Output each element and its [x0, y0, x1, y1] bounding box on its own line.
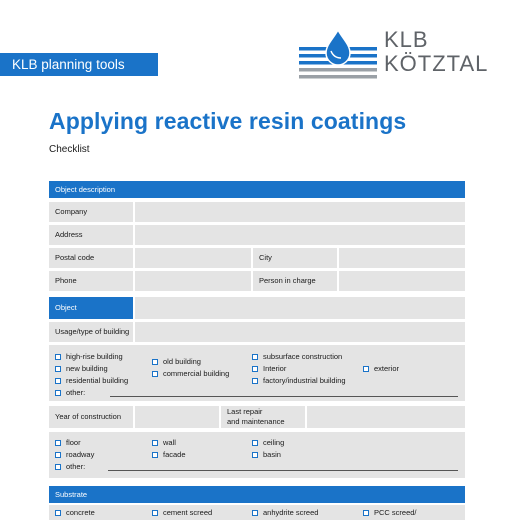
checkbox-icon — [55, 354, 61, 360]
substrate-heading: Substrate — [49, 486, 465, 503]
checkbox-other-area[interactable] — [55, 462, 85, 472]
phone-label: Phone — [49, 271, 133, 291]
checkbox-icon — [363, 510, 369, 516]
option-label: exterior — [374, 364, 400, 373]
checkbox-icon — [152, 452, 158, 458]
checkbox-icon — [152, 510, 158, 516]
option-label: residential building — [66, 376, 129, 385]
person-in-charge-field[interactable] — [339, 271, 465, 291]
checkbox-icon — [55, 452, 61, 458]
usage-field[interactable] — [135, 322, 465, 342]
building-type-options — [49, 345, 465, 401]
checkbox-icon — [252, 366, 258, 372]
option-label: other: — [66, 462, 86, 471]
area-options — [49, 432, 465, 478]
address-label: Address — [49, 225, 133, 245]
checkbox-icon — [152, 359, 158, 365]
page-title: Applying reactive resin coatings — [49, 108, 407, 134]
checkbox-residential[interactable] — [55, 376, 128, 386]
checkbox-wall[interactable] — [152, 438, 176, 448]
option-label: facade — [163, 450, 186, 459]
object-heading: Object — [49, 297, 133, 319]
option-label: basin — [263, 450, 281, 459]
checkbox-facade[interactable] — [152, 450, 186, 460]
checkbox-icon — [252, 510, 258, 516]
checkbox-roadway[interactable] — [55, 450, 94, 460]
company-label: Company — [49, 202, 133, 222]
postal-code-label: Postal code — [49, 248, 133, 268]
object-field[interactable] — [135, 297, 465, 319]
usage-label: Usage/type of building — [49, 322, 133, 342]
option-label: new building — [66, 364, 108, 373]
page-subtitle: Checklist — [49, 144, 90, 155]
option-label: anhydrite screed — [263, 508, 319, 517]
logo-text — [384, 28, 488, 76]
logo-line-2: KÖTZTAL — [384, 51, 489, 76]
checkbox-cement-screed[interactable] — [152, 508, 212, 518]
checkbox-icon — [152, 440, 158, 446]
checkbox-floor[interactable] — [55, 438, 81, 448]
checkbox-high-rise[interactable] — [55, 352, 123, 362]
checkbox-icon — [55, 390, 61, 396]
checkbox-icon — [252, 354, 258, 360]
substrate-options — [49, 505, 465, 520]
address-field[interactable] — [135, 225, 465, 245]
option-label: concrete — [66, 508, 95, 517]
checkbox-exterior[interactable] — [363, 364, 399, 374]
city-field[interactable] — [339, 248, 465, 268]
option-label: roadway — [66, 450, 95, 459]
company-field[interactable] — [135, 202, 465, 222]
checkbox-basin[interactable] — [252, 450, 281, 460]
option-label: wall — [163, 438, 176, 447]
checkbox-pcc-screed[interactable] — [363, 508, 417, 518]
checkbox-icon — [152, 371, 158, 377]
checkbox-factory[interactable] — [252, 376, 346, 386]
section-tag: KLB planning tools — [0, 53, 158, 76]
checkbox-icon — [55, 440, 61, 446]
year-of-construction-field[interactable] — [135, 406, 219, 428]
option-label: floor — [66, 438, 81, 447]
object-description-heading: Object description — [49, 181, 465, 198]
option-label: high-rise building — [66, 352, 123, 361]
last-repair-label — [221, 406, 305, 428]
option-label: cement screed — [163, 508, 213, 517]
option-label: Interior — [263, 364, 287, 373]
checkbox-icon — [55, 366, 61, 372]
checkbox-anhydrite-screed[interactable] — [252, 508, 318, 518]
option-label: subsurface construction — [263, 352, 343, 361]
checkbox-new-building[interactable] — [55, 364, 108, 374]
option-label: commercial building — [163, 369, 230, 378]
last-repair-line-1: Last repair — [227, 407, 263, 416]
checkbox-commercial[interactable] — [152, 369, 229, 379]
checkbox-old-building[interactable] — [152, 357, 201, 367]
option-label: ceiling — [263, 438, 285, 447]
checkbox-icon — [55, 464, 61, 470]
checkbox-icon — [55, 510, 61, 516]
option-label: factory/industrial building — [263, 376, 346, 385]
checkbox-concrete[interactable] — [55, 508, 95, 518]
checkbox-icon — [55, 378, 61, 384]
checkbox-icon — [252, 378, 258, 384]
logo-line-1: KLB — [384, 27, 429, 52]
checkbox-icon — [363, 366, 369, 372]
checkbox-interior[interactable] — [252, 364, 286, 374]
person-in-charge-label: Person in charge — [253, 271, 337, 291]
checkbox-icon — [252, 452, 258, 458]
checkbox-ceiling[interactable] — [252, 438, 284, 448]
option-label: PCC screed/ — [374, 508, 417, 517]
option-label: old building — [163, 357, 201, 366]
postal-code-field[interactable] — [135, 248, 251, 268]
last-repair-field[interactable] — [307, 406, 465, 428]
phone-field[interactable] — [135, 271, 251, 291]
checkbox-other-building[interactable] — [55, 388, 85, 398]
year-of-construction-label: Year of construction — [49, 406, 133, 428]
checkbox-icon — [252, 440, 258, 446]
option-label: other: — [66, 388, 86, 397]
city-label: City — [253, 248, 337, 268]
last-repair-line-2: and maintenance — [227, 417, 285, 426]
other-building-input[interactable] — [110, 396, 458, 397]
checkbox-subsurface[interactable] — [252, 352, 342, 362]
other-area-input[interactable] — [108, 470, 458, 471]
